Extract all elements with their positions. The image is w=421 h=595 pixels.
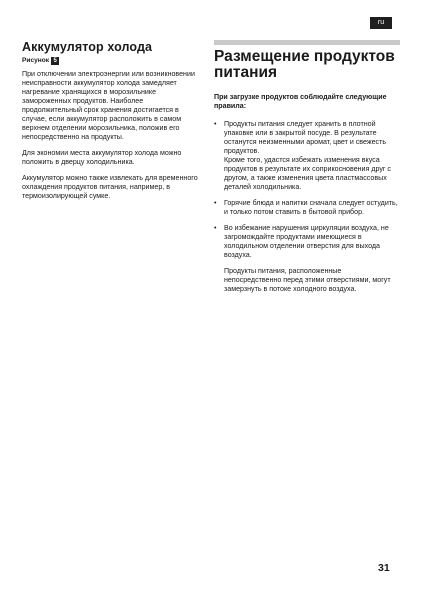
paragraph: При отключении электроэнергии или возникновении неисправности аккумулятор холода замедляет нагревание хранящихся в морозильнике замороженных продуктов. Наиболее продолжительный срок хранения достигается в случае, если аккумулятор расположить в самом верхнем отделении морозильника, положив его непосредственно на продукты.: [22, 70, 195, 141]
list-item-text: Горячие блюда и напитки сначала следует остудить, и только потом ставить в бытовой прибор.: [224, 199, 398, 216]
figure-label: Рисунок: [22, 57, 50, 64]
bullet-icon: •: [214, 224, 217, 232]
section-title-food-placement: Размещение продуктов питания: [214, 48, 395, 81]
list-item-extra-text: Кроме того, удастся избежать изменения вкуса продуктов в результате их соприкосновения друг с другом, а также изменения цвета пластмассовых деталей холодильника.: [224, 156, 391, 191]
paragraph: Аккумулятор можно также извлекать для временного охлаждения продуктов питания, например, в термоизолирующей сумке.: [22, 174, 198, 200]
closing-paragraph: Продукты питания, расположенные непосредственно перед этими отверстиями, могут замерзнуть в потоке холодного воздуха.: [224, 267, 391, 293]
right-column: [214, 40, 400, 301]
list-item-text: Во избежание нарушения циркуляции воздуха, не загромождайте продуктами имеющиеся в холодильном отделении отверстия для выхода воздуха.: [224, 224, 389, 259]
intro-text: При загрузке продуктов соблюдайте следующие правила:: [214, 93, 387, 110]
list-item-text: Продукты питания следует хранить в плотной упаковке или в закрытой посуде. В результате останутся неизменными аромат, цвет и свежесть продуктов.: [224, 120, 387, 155]
figure-reference: [22, 56, 204, 65]
section-rule: [214, 40, 400, 45]
list-item: [214, 224, 400, 260]
paragraph: Для экономии места аккумулятор холода можно положить в дверцу холодильника.: [22, 149, 182, 166]
figure-number: 5: [51, 57, 59, 65]
section-title-cold-pack: Аккумулятор холода: [22, 40, 153, 54]
bullet-icon: •: [214, 120, 217, 128]
page-number: 31: [378, 562, 390, 574]
list-item: [214, 199, 400, 217]
bullet-icon: •: [214, 199, 217, 207]
left-column: [22, 40, 204, 208]
language-badge: ru: [370, 17, 392, 29]
list-item: [214, 120, 400, 192]
rules-list: [214, 120, 400, 260]
